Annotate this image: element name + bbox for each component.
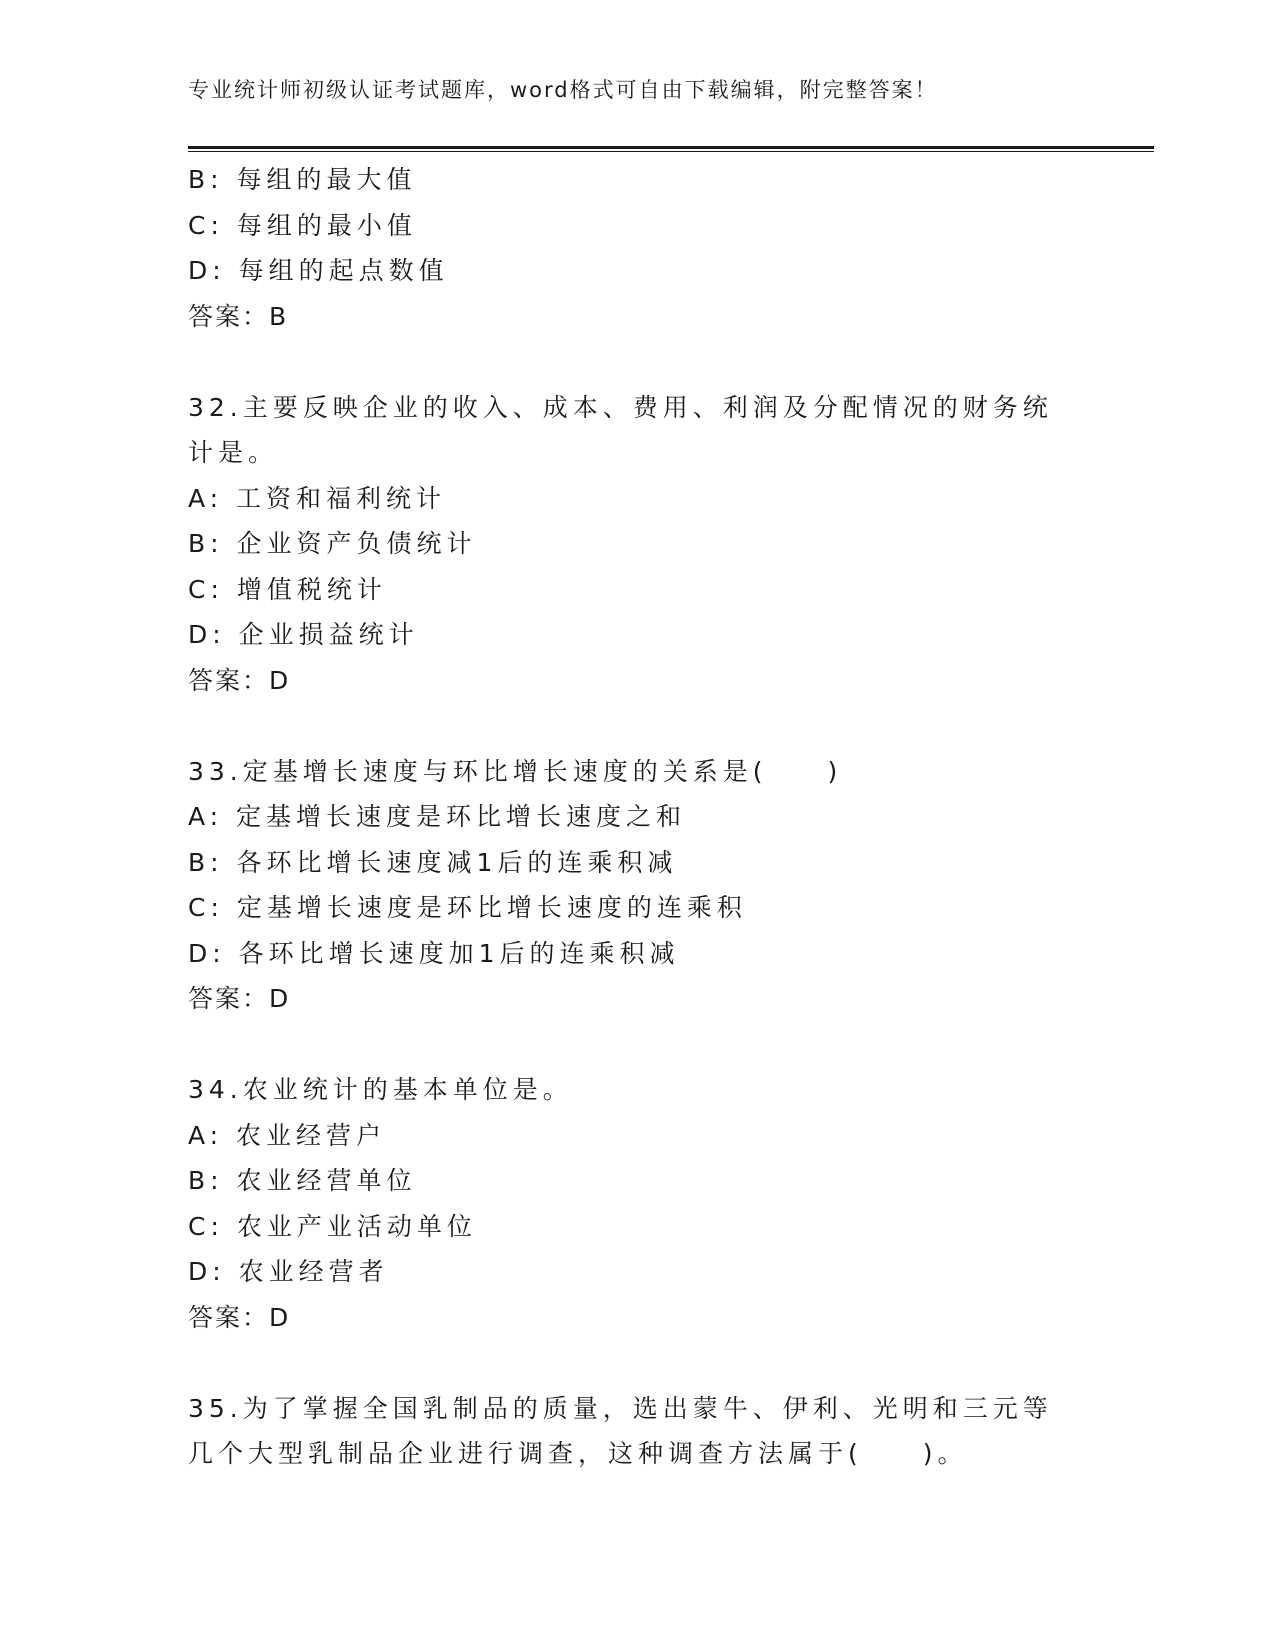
- option-b: B: 各环比增长速度减1后的连乘积减: [188, 847, 678, 877]
- question-list: [188, 157, 1088, 1477]
- question-33: [188, 749, 1088, 1022]
- question-31-continued: [188, 157, 1088, 339]
- spacer: [188, 1340, 1088, 1386]
- question-34: [188, 1067, 1088, 1340]
- answer-line: 答案：D: [188, 984, 291, 1013]
- question-32: [188, 385, 1088, 704]
- header-divider-thin: [188, 151, 1154, 152]
- option-b: B: 每组的最大值: [188, 165, 417, 194]
- spacer: [188, 703, 1088, 749]
- option-a: A: 工资和福利统计: [188, 483, 447, 513]
- header-divider: [188, 146, 1154, 152]
- answer-line: 答案：D: [188, 665, 291, 695]
- option-c: C: 增值税统计: [188, 574, 387, 604]
- question-text: 35.为了掌握全国乳制品的质量，选出蒙牛、伊利、光明和三元等几个大型乳制品企业进行调查，这种调查方法属于( )。: [188, 1393, 1053, 1468]
- spacer: [188, 1022, 1088, 1068]
- option-a: A: 定基增长速度是环比增长速度之和: [188, 802, 687, 831]
- header-divider-thick: [188, 146, 1154, 149]
- option-b: B: 企业资产负债统计: [188, 529, 477, 558]
- option-c: C: 定基增长速度是环比增长速度的连乘积: [188, 893, 747, 922]
- page-header: 专业统计师初级认证考试题库，word格式可自由下载编辑，附完整答案！: [188, 78, 938, 102]
- option-c: C: 每组的最小值: [188, 210, 417, 240]
- question-35: [188, 1386, 1088, 1477]
- option-b: B: 农业经营单位: [188, 1166, 417, 1195]
- option-c: C: 农业产业活动单位: [188, 1211, 477, 1241]
- question-text: 34.农业统计的基本单位是。: [188, 1075, 573, 1104]
- question-text: 33.定基增长速度与环比增长速度的关系是( ): [188, 756, 843, 786]
- spacer: [188, 339, 1088, 385]
- answer-line: 答案：B: [188, 301, 289, 331]
- option-d: D: 农业经营者: [188, 1257, 389, 1286]
- question-text: 32.主要反映企业的收入、成本、费用、利润及分配情况的财务统计是。: [188, 392, 1053, 467]
- option-d: D: 各环比增长速度加1后的连乘积减: [188, 938, 680, 968]
- option-d: D: 每组的起点数值: [188, 256, 449, 285]
- option-a: A: 农业经营户: [188, 1120, 387, 1150]
- option-d: D: 企业损益统计: [188, 620, 419, 649]
- answer-line: 答案：D: [188, 1302, 291, 1332]
